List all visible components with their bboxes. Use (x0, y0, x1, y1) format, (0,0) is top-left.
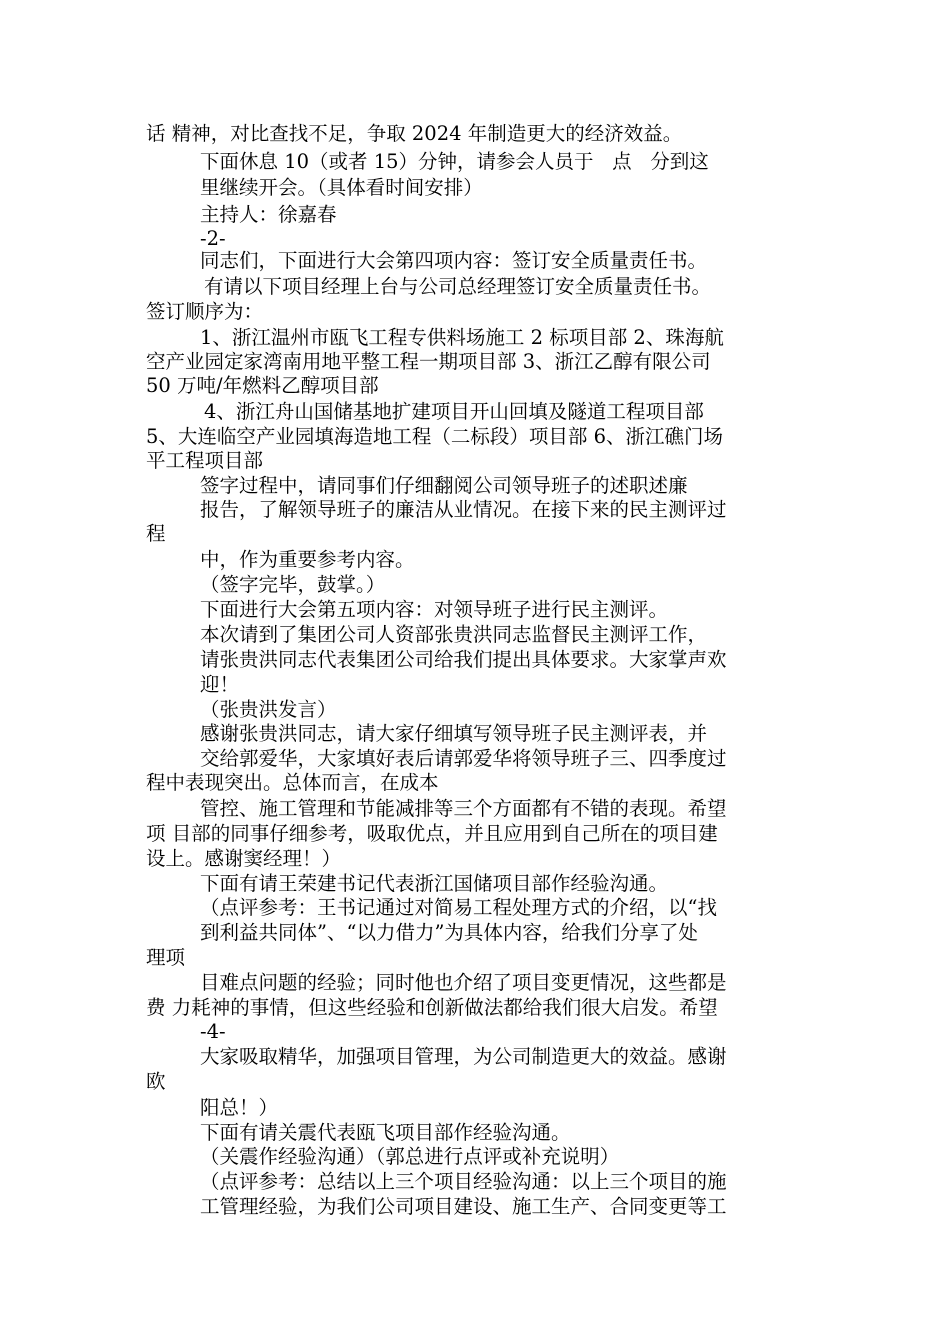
text-line: 4、浙江舟山国储基地扩建项目开山回填及隧道工程项目部 (204, 400, 704, 423)
text-line: 5、大连临空产业园填海造地工程（二标段）项目部 6、浙江礁门场 (146, 425, 724, 448)
text-line: 设上。感谢窦经理！） (146, 847, 342, 870)
text-line: 同志们，下面进行大会第四项内容：签订安全质量责任书。 (200, 249, 708, 272)
text-line: 本次请到了集团公司人资部张贵洪同志监督民主测评工作， (200, 623, 708, 646)
text-line: 下面休息 10（或者 15）分钟，请参会人员于 点 分到这 (200, 150, 709, 173)
text-line: （点评参考：总结以上三个项目经验沟通：以上三个项目的施 (200, 1170, 727, 1193)
text-line: 报告，了解领导班子的廉洁从业情况。在接下来的民主测评过 (200, 498, 727, 521)
page-number: -2- (200, 227, 226, 250)
text-line: 到利益共同体”、“以力借力”为具体内容，给我们分享了处 (200, 921, 698, 944)
text-line: 程中表现突出。总体而言，在成本 (146, 771, 439, 794)
text-line: 下面进行大会第五项内容：对领导班子进行民主测评。 (200, 598, 669, 621)
text-line: 迎！ (200, 673, 240, 696)
text-line: 项 目部的同事仔细参考，吸取优点，并且应用到自己所在的项目建 (146, 822, 718, 845)
text-line: 交给郭爱华，大家填好表后请郭爱华将领导班子三、四季度过 (200, 747, 727, 770)
text-line: 管控、施工管理和节能减排等三个方面都有不错的表现。希望 (200, 797, 727, 820)
text-line: 请张贵洪同志代表集团公司给我们提出具体要求。大家掌声欢 (200, 648, 727, 671)
text-line: 主持人：徐嘉春 (200, 203, 337, 226)
text-line: 大家吸取精华，加强项目管理，为公司制造更大的效益。感谢 (200, 1045, 727, 1068)
text-line: （关震作经验沟通）（郭总进行点评或补充说明） (200, 1145, 620, 1168)
text-line: 空产业园定家湾南用地平整工程一期项目部 3、浙江乙醇有限公司 (146, 350, 711, 373)
text-line: 50 万吨/年燃料乙醇项目部 (146, 374, 379, 397)
text-line: 话 精神，对比查找不足，争取 2024 年制造更大的经济效益。 (146, 122, 683, 145)
text-line: 阳总！） (200, 1096, 279, 1119)
text-line: 里继续开会。（具体看时间安排） (200, 176, 483, 199)
text-line: 理项 (146, 946, 186, 969)
text-line: 有请以下项目经理上台与公司总经理签订安全质量责任书。 (204, 275, 712, 298)
text-line: （签字完毕，鼓掌。） (200, 573, 386, 596)
text-line: 工管理经验，为我们公司项目建设、施工生产、合同变更等工 (200, 1195, 727, 1218)
text-line: 中，作为重要参考内容。 (200, 548, 415, 571)
text-line: 签订顺序为： (146, 300, 264, 323)
text-line: 感谢张贵洪同志，请大家仔细填写领导班子民主测评表，并 (200, 722, 708, 745)
text-line: 目难点问题的经验；同时他也介绍了项目变更情况，这些都是 (200, 971, 727, 994)
text-line: 下面有请王荣建书记代表浙江国储项目部作经验沟通。 (200, 872, 669, 895)
text-line: 下面有请关震代表瓯飞项目部作经验沟通。 (200, 1121, 571, 1144)
text-line: 签字过程中，请同事们仔细翻阅公司领导班子的述职述廉 (200, 474, 688, 497)
page-number: -4- (200, 1020, 226, 1043)
text-line: 1、浙江温州市瓯飞工程专供料场施工 2 标项目部 2、珠海航 (200, 326, 724, 349)
text-line: （张贵洪发言） (200, 698, 337, 721)
text-line: 程 (146, 522, 166, 545)
text-line: 欧 (146, 1070, 166, 1093)
text-line: 平工程项目部 (146, 449, 264, 472)
text-line: （点评参考：王书记通过对简易工程处理方式的介绍，以“找 (200, 896, 717, 919)
text-line: 费 力耗神的事情，但这些经验和创新做法都给我们很大启发。希望 (146, 996, 718, 1019)
